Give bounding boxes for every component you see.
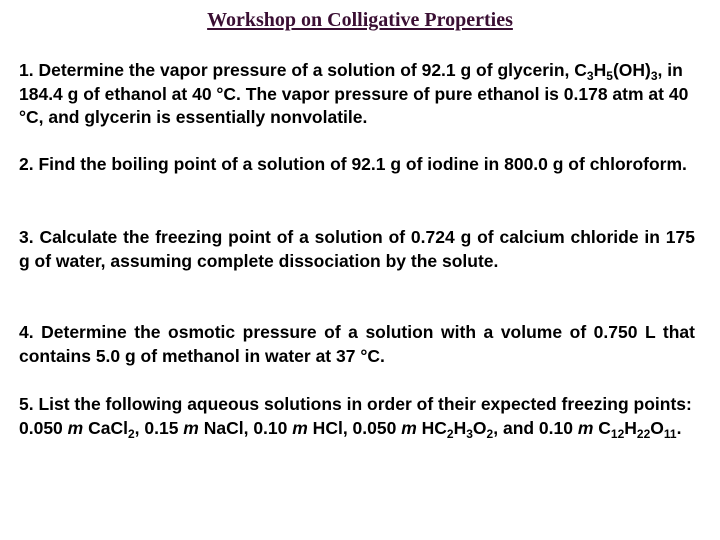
problem-text: C — [593, 417, 611, 438]
problem-4 — [19, 321, 695, 368]
subscript: 5 — [606, 69, 613, 83]
subscript: 2 — [446, 426, 454, 441]
problem-text: CaCl — [83, 417, 128, 438]
subscript: 3 — [586, 69, 594, 83]
problem-text: H — [624, 417, 637, 438]
problem-text: , and 0.10 — [493, 417, 578, 438]
subscript: 22 — [636, 426, 651, 441]
problem-2 — [19, 153, 695, 177]
problem-text: 5. List the following aqueous solutions in order of their expected freezing points: 0.050 — [19, 394, 692, 438]
problem-text: O — [650, 417, 664, 438]
problem-text: H — [593, 60, 607, 80]
problem-text: NaCl, 0.10 — [198, 417, 293, 438]
subscript: 3 — [650, 69, 658, 83]
page-title-text: Workshop on Colligative Properties — [207, 9, 513, 31]
problem-text: , 0.15 — [134, 417, 184, 438]
molality-unit: m — [67, 417, 84, 438]
problem-3 — [19, 226, 695, 273]
molality-unit: m — [577, 417, 594, 438]
problem-text: O — [472, 417, 487, 438]
molality-unit: m — [183, 417, 199, 438]
problem-text: 1. Determine the vapor pressure of a solution of 92.1 g of glycerin, C — [19, 60, 587, 80]
molality-unit: m — [292, 417, 308, 438]
problem-text: , in 184.4 g of ethanol at 40 °C. The vapor pressure of pure ethanol is 0.178 atm at 40 °C, and glycerin is essentially nonvolatile. — [19, 60, 689, 127]
problem-1 — [19, 59, 695, 130]
problem-text: 4. Determine the osmotic pressure of a solution with a volume of 0.750 L that contains 5.0 g of methanol in water at 37 °C. — [19, 322, 695, 366]
problem-text: 3. Calculate the freezing point of a solution of 0.724 g of calcium chloride in 175 g of water, assuming complete dissociation by the solute. — [19, 227, 695, 271]
problem-5 — [19, 393, 695, 440]
subscript: 11 — [663, 426, 677, 441]
subscript: 2 — [127, 426, 135, 441]
molality-unit: m — [401, 417, 417, 438]
problem-text: H — [453, 417, 467, 438]
page-title — [0, 8, 720, 32]
problem-text: HCl, 0.050 — [307, 417, 402, 438]
problem-text: 2. Find the boiling point of a solution of 92.1 g of iodine in 800.0 g of chloroform. — [19, 154, 687, 174]
problem-text: . — [676, 417, 682, 438]
subscript: 3 — [466, 426, 473, 441]
problem-text: HC — [416, 417, 447, 438]
subscript: 2 — [486, 426, 494, 441]
problem-text: (OH) — [612, 60, 651, 80]
subscript: 12 — [610, 426, 625, 441]
